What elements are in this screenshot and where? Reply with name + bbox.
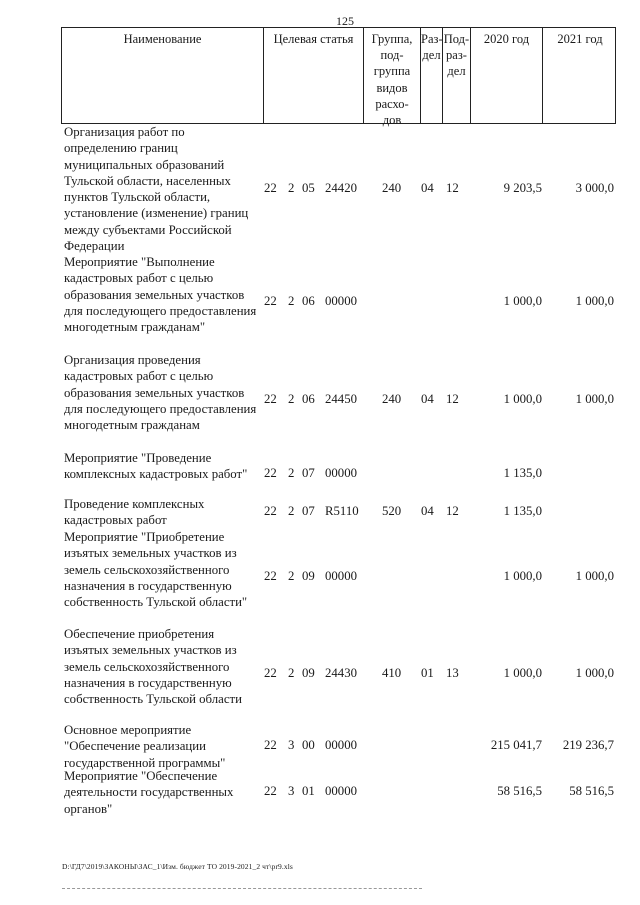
row-name-line: земель сельскохозяйственного	[64, 562, 230, 577]
cell-c1: 22	[264, 784, 277, 798]
row-name-line: кадастровых работ с целью	[64, 369, 214, 384]
cell-y2021: 1 000,0	[575, 392, 614, 406]
row-name-line: Организация работ по	[64, 125, 185, 139]
header-line: Целевая статья	[273, 32, 354, 46]
row-name-line: Проведение комплексных	[64, 497, 205, 511]
cell-c4: 00000	[325, 784, 357, 798]
row-name-line: установление (изменение) границ	[64, 206, 249, 221]
row-name-line: Мероприятие "Приобретение	[64, 530, 225, 544]
cell-y2021: 1 000,0	[575, 294, 614, 308]
page-number: 125	[336, 14, 354, 28]
row-name-line: Мероприятие "Выполнение	[64, 255, 215, 269]
row-name-line: комплексных кадастровых работ"	[64, 467, 248, 482]
cell-c1: 22	[264, 181, 277, 195]
cell-c3: 07	[302, 466, 315, 480]
cell-section: 04	[421, 504, 434, 518]
cell-c3: 06	[302, 294, 315, 308]
row-name-line: государственной программы"	[64, 755, 226, 770]
header-group	[363, 28, 420, 128]
cell-c3: 00	[302, 738, 315, 752]
cell-c1: 22	[264, 504, 277, 518]
cell-c3: 06	[302, 392, 315, 406]
row-name-line: Мероприятие "Обеспечение	[64, 769, 218, 783]
header-line: Под-	[443, 32, 470, 46]
header-line: видов	[376, 80, 408, 95]
row-name-line: кадастровых работ с целью	[64, 271, 214, 286]
row-name-line: многодетным гражданам	[64, 418, 200, 433]
row-name-line: назначения в государственную	[64, 578, 232, 593]
row-name-line: Обеспечение приобретения	[64, 627, 215, 641]
header-section	[420, 28, 442, 123]
row-name	[64, 496, 264, 529]
cell-c1: 22	[264, 294, 277, 308]
cell-subsection: 12	[446, 181, 459, 195]
cell-c1: 22	[264, 466, 277, 480]
header-line: дов	[382, 113, 402, 128]
row-name	[64, 352, 264, 433]
header-subsection	[442, 28, 470, 123]
cell-c2: 2	[288, 569, 295, 583]
row-name-line: Тульской области, населенных	[64, 173, 231, 188]
cell-c2: 2	[288, 392, 295, 406]
table-header	[61, 27, 616, 128]
cell-y2021: 1 000,0	[575, 666, 614, 680]
cell-y2020: 1 135,0	[503, 504, 542, 518]
row-name-line: между субъектами Российской	[64, 222, 232, 237]
header-line: расхо-	[375, 96, 409, 111]
header-2020	[470, 28, 542, 123]
cell-group: 410	[382, 666, 402, 680]
cell-y2020: 9 203,5	[503, 181, 542, 195]
cell-y2021: 219 236,7	[562, 738, 614, 752]
cell-c4: R5110	[325, 504, 359, 518]
row-name	[64, 450, 264, 483]
row-name-line: муниципальных образований	[64, 157, 225, 172]
header-line: дел	[422, 48, 441, 63]
cell-c4: 00000	[325, 569, 357, 583]
row-name	[64, 254, 264, 335]
header-name	[62, 28, 263, 123]
row-name-line: назначения в государственную	[64, 675, 232, 690]
cell-c4: 24430	[325, 666, 357, 680]
cell-c1: 22	[264, 738, 277, 752]
cell-subsection: 12	[446, 392, 459, 406]
cell-c4: 24420	[325, 181, 357, 195]
row-name-line: собственность Тульской области"	[64, 595, 248, 610]
row-name	[64, 626, 264, 707]
cell-c4: 00000	[325, 738, 357, 752]
cell-y2021: 58 516,5	[569, 784, 614, 798]
row-name	[64, 722, 264, 771]
row-name	[64, 768, 264, 817]
cell-c2: 3	[288, 738, 295, 752]
cell-y2020: 1 000,0	[503, 392, 542, 406]
cell-c2: 2	[288, 666, 295, 680]
cell-group: 240	[382, 181, 402, 195]
cell-c3: 09	[302, 666, 315, 680]
cell-y2020: 1 135,0	[503, 466, 542, 480]
row-name-line: деятельности государственных	[64, 785, 234, 800]
file-path-footer: D:\ГД7\2019\ЗАКОНЫ\ЗАС_1\Изм. бюджет ТО 2019-2021_2 чт\pr9.xls	[62, 862, 293, 871]
row-name-line: "Обеспечение реализации	[64, 739, 206, 754]
row-name-line: изъятых земельных участков из	[64, 546, 237, 561]
header-line: Раз-	[421, 32, 443, 46]
header-line: Группа,	[371, 32, 413, 46]
cell-c3: 09	[302, 569, 315, 583]
cell-c2: 2	[288, 294, 295, 308]
cell-c4: 00000	[325, 466, 357, 480]
cell-c2: 2	[288, 504, 295, 518]
cell-c1: 22	[264, 666, 277, 680]
row-name-line: образования земельных участков	[64, 287, 245, 302]
row-name-line: кадастровых работ	[64, 513, 167, 528]
header-line: группа	[373, 64, 411, 79]
cell-y2020: 1 000,0	[503, 294, 542, 308]
cell-group: 240	[382, 392, 402, 406]
row-name-line: органов"	[64, 801, 113, 816]
cell-y2021: 3 000,0	[575, 181, 614, 195]
cell-c3: 07	[302, 504, 315, 518]
header-line: под-	[380, 48, 404, 63]
header-2021	[542, 28, 617, 123]
cell-section: 04	[421, 181, 434, 195]
row-name-line: образования земельных участков	[64, 385, 245, 400]
cell-y2020: 1 000,0	[503, 666, 542, 680]
cell-y2020: 1 000,0	[503, 569, 542, 583]
cell-y2021: 1 000,0	[575, 569, 614, 583]
cell-y2020: 58 516,5	[497, 784, 542, 798]
header-line: 2020 год	[483, 32, 530, 46]
row-name-line: Основное мероприятие	[64, 723, 192, 737]
cell-c2: 2	[288, 181, 295, 195]
row-name-line: многодетным гражданам"	[64, 320, 206, 335]
row-name-line: Организация проведения	[64, 353, 201, 367]
cell-c4: 24450	[325, 392, 357, 406]
row-name-line: Мероприятие "Проведение	[64, 451, 212, 465]
header-line: раз-	[446, 48, 467, 63]
cell-subsection: 12	[446, 504, 459, 518]
cell-section: 04	[421, 392, 434, 406]
header-line: дел	[447, 64, 466, 79]
cell-subsection: 13	[446, 666, 459, 680]
cell-c1: 22	[264, 392, 277, 406]
row-name-line: определению границ	[64, 141, 178, 156]
cell-section: 01	[421, 666, 434, 680]
cell-y2020: 215 041,7	[490, 738, 542, 752]
row-name-line: пунктов Тульской области,	[64, 190, 211, 205]
row-name	[64, 529, 264, 610]
header-target	[263, 28, 363, 123]
cell-c1: 22	[264, 569, 277, 583]
cell-c4: 00000	[325, 294, 357, 308]
header-line: Наименование	[123, 32, 202, 46]
cell-c2: 2	[288, 466, 295, 480]
row-name-line: собственность Тульской области	[64, 692, 242, 707]
header-line: 2021 год	[557, 32, 603, 46]
footer-divider	[62, 888, 422, 889]
cell-c3: 01	[302, 784, 315, 798]
row-name-line: земель сельскохозяйственного	[64, 659, 230, 674]
row-name-line: для последующего предоставления	[64, 401, 257, 416]
row-name-line: для последующего предоставления	[64, 303, 257, 318]
cell-c3: 05	[302, 181, 315, 195]
row-name-line: изъятых земельных участков из	[64, 643, 237, 658]
cell-group: 520	[382, 504, 402, 518]
row-name-line: Федерации	[64, 239, 125, 254]
cell-c2: 3	[288, 784, 295, 798]
row-name	[64, 124, 264, 254]
